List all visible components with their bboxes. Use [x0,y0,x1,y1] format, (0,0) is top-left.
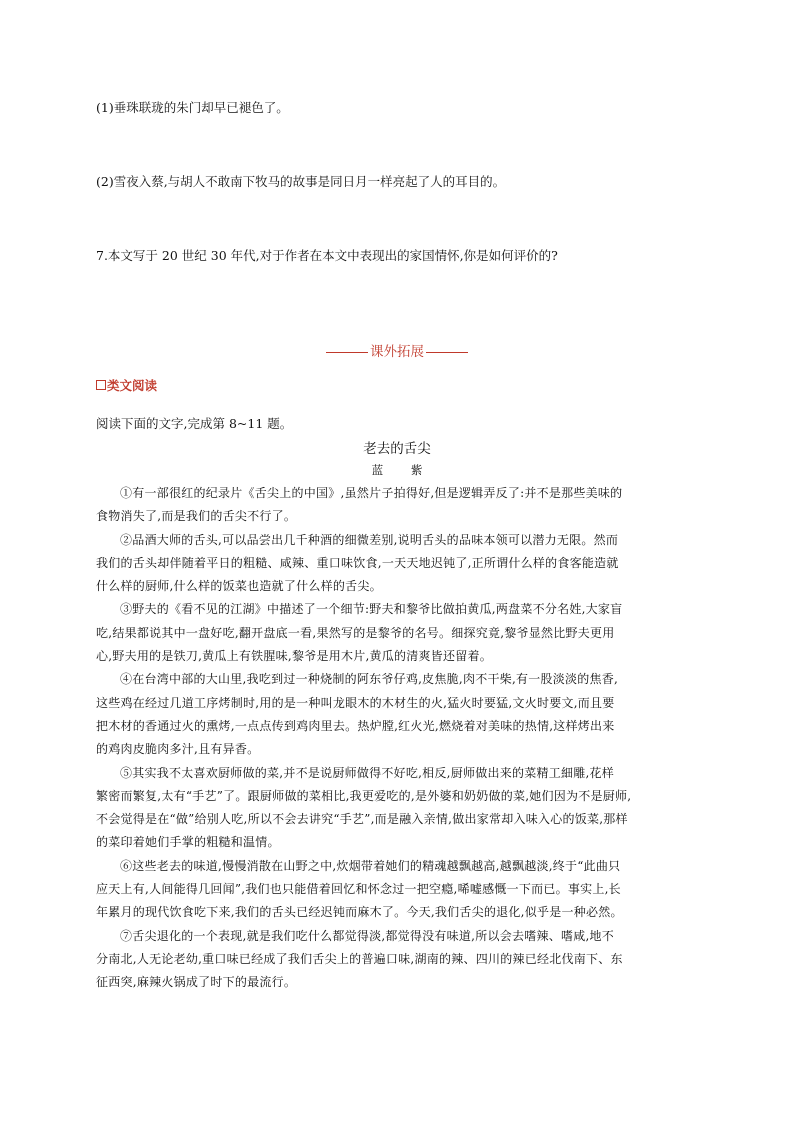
paragraph-line: ⑦舌尖退化的一个表现,就是我们吃什么都觉得淡,都觉得没有味道,所以会去嗜辣、嗜咸,地不 [120,928,615,943]
paragraph-line: 分南北,人无论老幼,重口味已经成了我们舌尖上的普遍口味,湖南的辣、四川的辣已经北伐南下、东 [96,951,623,966]
paragraph-line: 不会觉得是在“做”给别人吃,所以不会去讲究“手艺”,而是融入亲情,做出家常却入味入心的饭菜,那样 [96,812,628,827]
paragraph-line: ①有一部很红的纪录片《舌尖上的中国》,虽然片子拍得好,但是逻辑弄反了:并不是那些美味的 [120,486,623,500]
paragraph-line: 这些鸡在经过几道工序烤制时,用的是一种叫龙眼木的木材生的火,猛火时要猛,文火时要文,而且要 [96,695,615,710]
article-paragraph [96,598,697,668]
paragraph-line: 食物消失了,而是我们的舌尖不行了。 [96,509,297,524]
article-body [96,482,697,995]
checkbox-square-icon [96,380,106,390]
article-paragraph [96,762,697,855]
paragraph-line: ⑤其实我不太喜欢厨师做的菜,并不是说厨师做得不好吃,相反,厨师做出来的菜精工細雕,花样 [120,765,615,780]
paragraph-line: 把木材的香通过火的熏烤,一点点传到鸡肉里去。热炉膛,红火光,燃烧着对美味的热情,这样烤出来 [96,718,615,733]
article-title: 老去的舌尖 [363,441,431,457]
question-6-1: (1)垂珠联珑的朱门却早已褪色了。 [96,100,289,115]
paragraph-line: 吃,结果都说其中一盘好吃,翻开盘底一看,果然写的是黎爷的名号。细探究竟,黎爷显然比野夫更用 [96,625,615,640]
paragraph-line: 繁密而繁复,太有“手艺”了。跟厨师做的菜相比,我更爱吃的,是外婆和奶奶做的菜,她们因为不是厨师, [96,788,632,803]
section-title: 课外拓展 [370,344,424,360]
article-paragraph [96,482,697,529]
paragraph-line: ②品酒大师的舌头,可以品尝出几千种酒的细微差别,说明舌头的品味本领可以潜力无限。然而 [120,532,619,547]
paragraph-line: 应天上有,人间能得几回闻”,我们也只能借着回忆和怀念过一把空瘾,唏嘘感慨一下而已。事实上,长 [96,882,621,897]
question-6-2: (2)雪夜入蔡,与胡人不敢南下牧马的故事是同日月一样亮起了人的耳目的。 [96,174,506,189]
paragraph-line: 心,野夫用的是铁刀,黄瓜上有铁腥味,黎爷是用木片,黄瓜的清爽皆还留着。 [96,649,493,664]
paragraph-line: 征西突,麻辣火锅成了时下的最流行。 [96,975,297,990]
question-7: 7.本文写于 20 世纪 30 年代,对于作者在本文中表现出的家国情怀,你是如何评价的? [96,248,558,263]
paragraph-line: 的鸡肉皮脆肉多汁,且有异香。 [96,742,260,757]
subsection-title: 类文阅读 [107,378,158,393]
paragraph-line: ⑥这些老去的味道,慢慢消散在山野之中,炊烟带着她们的精魂越飘越高,越飘越淡,终于“此曲只 [120,858,621,873]
reading-instruction: 阅读下面的文字,完成第 8~11 题。 [96,416,293,431]
subsection-heading [96,376,157,394]
article-paragraph [96,925,697,995]
section-heading [0,340,794,360]
paragraph-line: 年累月的现代饮食吃下来,我们的舌头已经迟钝而麻木了。今天,我们舌尖的退化,似乎是一种必然。 [96,905,623,920]
paragraph-line: ③野夫的《看不见的江湖》中描述了一个细节:野夫和黎爷比做拍黄瓜,两盘菜不分名姓,大家盲 [120,602,623,617]
heading-rule-left [326,352,368,353]
article-paragraph [96,529,697,599]
article-paragraph [96,855,697,925]
article-author: 蓝 紫 [371,463,435,477]
article-paragraph [96,668,697,761]
heading-rule-right [426,352,468,353]
paragraph-line: 的菜印着她们手掌的粗糙和温情。 [96,835,280,850]
paragraph-line: 我们的舌头却伴随着平日的粗糙、咸辣、重口味饮食,一天天地迟钝了,正所谓什么样的食客能造就 [96,555,619,570]
paragraph-line: ④在台湾中部的大山里,我吃到过一种烧制的阿东爷仔鸡,皮焦脆,肉不干柴,有一股淡淡的焦香, [120,672,619,687]
paragraph-line: 什么样的厨师,什么样的饭菜也造就了什么样的舌尖。 [96,579,382,594]
